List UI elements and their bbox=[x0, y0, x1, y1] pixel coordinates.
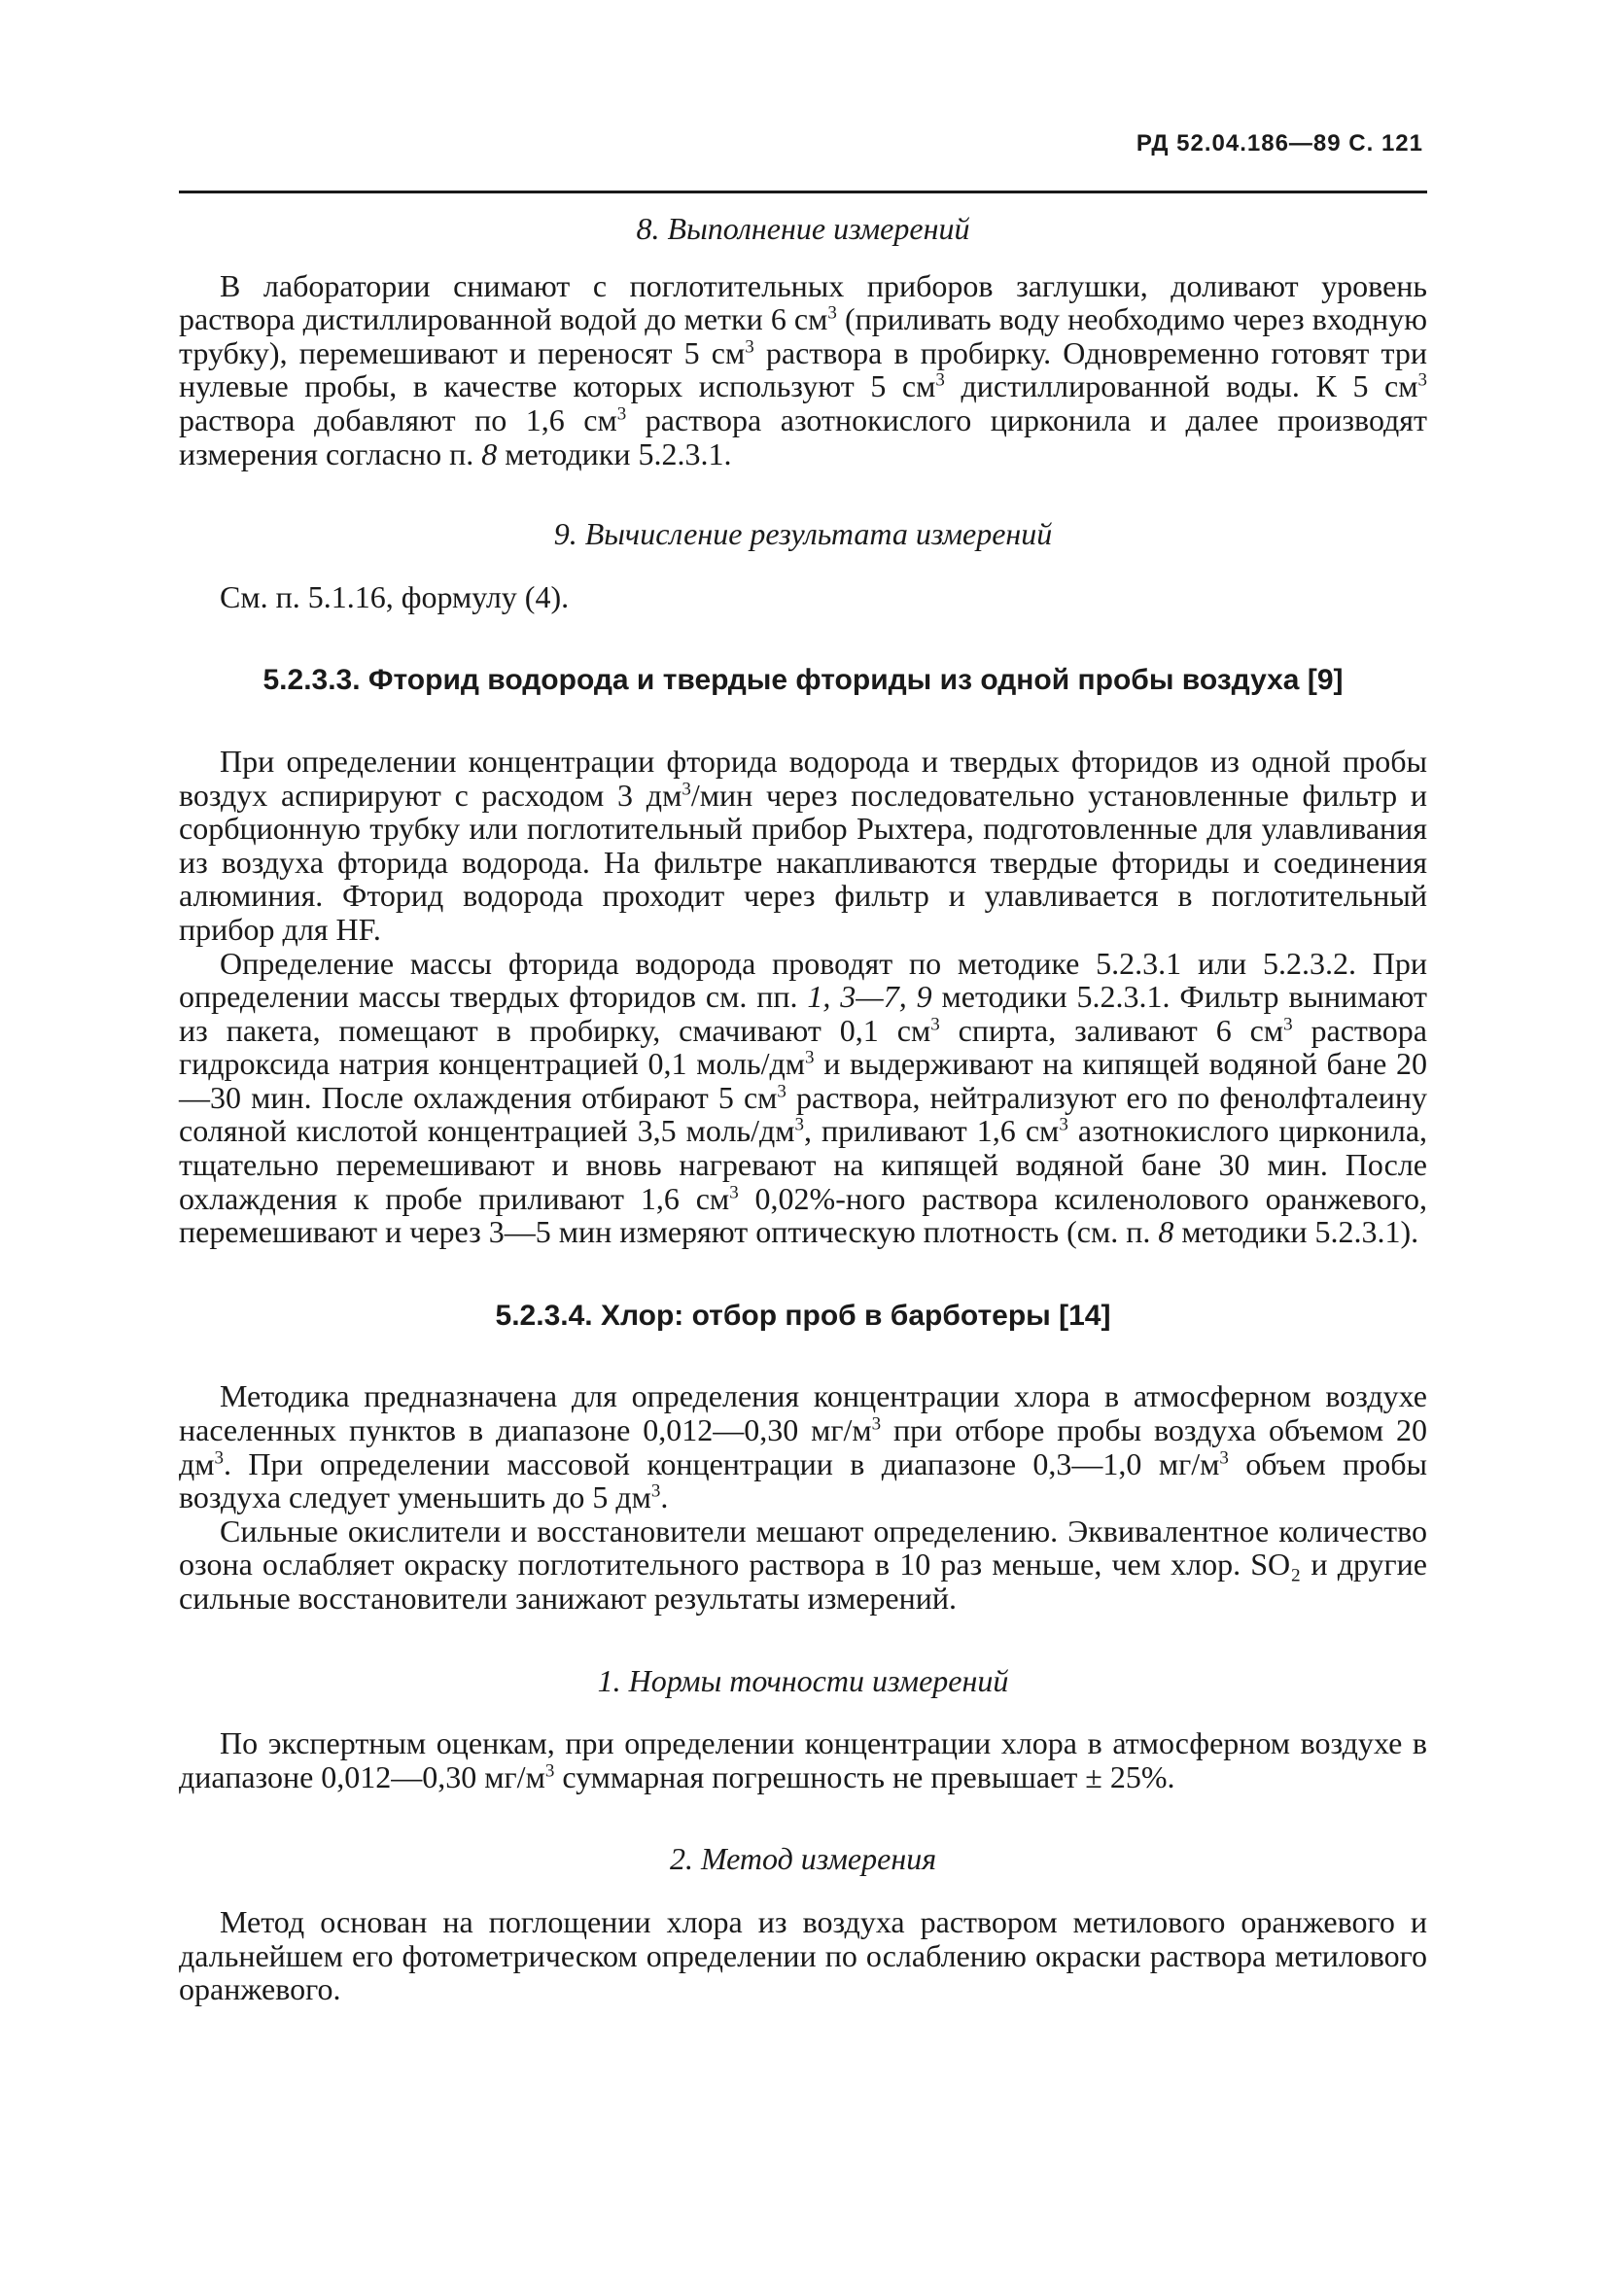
paragraph-5-2-3-3-1: При определении концентрации фторида водорода и твердых фторидов из одной пробы воздух аспирируют с расходом 3 $дм^3$/мин через последовательно установленные фильтр и сорбционную трубку или поглотительный прибор Рыхтера, подготовленные для улавливания из воздуха фторида водорода. На фильтре накапливаются твердые фториды и соединения алюминия. Фторид водорода проходит через фильтр и улавливается в поглотительный прибор для HF. bbox=[179, 743, 1427, 947]
paragraph-2-1: Метод основан на поглощении хлора из воздуха раствором метилового оранжевого и дальнейшем его фотометрическом определении по ослаблению окраски раствора метилового оранжевого. bbox=[179, 1903, 1427, 2007]
section-heading-2: 2. Метод измерения bbox=[669, 1841, 937, 1877]
paragraph-8-1: В лаборатории снимают с поглотительных приборов заглушки, доливают уровень раствора дистиллированной водой до метки 6 $см^3$ (приливать воду необходимо через входную трубку), перемешивают и переносят 5 $см^3$ раствора в пробирку. Одновременно готовят три нулевые пробы, в качестве которых используют 5 $см^3$ дистиллированной воды. К 5 $см^3$ раствора добавляют по 1,6 $см^3$ раствора азотнокислого цирконила и далее производят измерения согласно п. 8 методики 5.2.3.1. bbox=[179, 267, 1428, 471]
paragraph-5-2-3-4-1: Методика предназначена для определения концентрации хлора в атмосферном воздухе населенных пунктов в диапазоне 0,012—0,30 $мг/м^3$ при отборе пробы воздуха объемом 20 $дм^3$. При определении массовой концентрации в диапазоне 0,3—1,0 $мг/м^3$ объем пробы воздуха следует уменьшить до 5 $дм^3$. bbox=[179, 1378, 1428, 1515]
section-heading-5-2-3-4: 5.2.3.4. Хлор: отбор проб в барботеры [14] bbox=[495, 1299, 1111, 1332]
page-body bbox=[179, 212, 1427, 2006]
paragraph-5-2-3-3-2: Определение массы фторида водорода проводят по методике 5.2.3.1 или 5.2.3.2. При определении массы твердых фторидов см. пп. 1, 3—7, 9 методики 5.2.3.1. Фильтр вынимают из пакета, помещают в пробирку, смачивают 0,1 $см^3$ спирта, заливают 6 $см^3$ раствора гидроксида натрия концентрацией 0,1 моль/$дм^3$ и выдерживают на кипящей водяной бане 20—30 мин. После охлаждения отбирают 5 $см^3$ раствора, нейтрализуют его по фенолфталеину соляной кислотой концентрацией 3,5 моль/$дм^3$, приливают 1,6 $см^3$ азотнокислого цирконила, тщательно перемешивают и вновь нагревают на кипящей водяной бане 30 мин. После охлаждения к пробе приливают 1,6 $см^3$ 0,02%-ного раствора ксиленолового оранжевого, перемешивают и через 3—5 мин измеряют оптическую плотность (см. п. 8 методики 5.2.3.1). bbox=[179, 945, 1428, 1250]
section-heading-5-2-3-3: 5.2.3.3. Фторид водорода и твердые фториды из одной пробы воздуха [9] bbox=[262, 664, 1344, 697]
section-heading-1: 1. Нормы точности измерений bbox=[597, 1662, 1009, 1698]
paragraph-5-2-3-4-2: Сильные окислители и восстановители мешают определению. Эквивалентное количество озона ослабляет окраску поглотительного раствора в 10 раз меньше, чем хлор. SO₂ и другие сильные восстановители занижают результаты измерений. bbox=[179, 1513, 1427, 1616]
section-heading-8: 8. Выполнение измерений bbox=[636, 211, 970, 246]
paragraph-1-1: По экспертным оценкам, при определении концентрации хлора в атмосферном воздухе в диапазоне 0,012—0,30 $мг/м^3$ суммарная погрешность не превышает ± 25%. bbox=[179, 1725, 1427, 1794]
running-header: РД 52.04.186—89 С. 121 bbox=[1136, 130, 1423, 157]
section-heading-9: 9. Вычисление результата измерений bbox=[553, 516, 1053, 552]
header-rule bbox=[179, 191, 1427, 193]
paragraph-9-1: См. п. 5.1.16, формулу (4). bbox=[220, 578, 570, 614]
